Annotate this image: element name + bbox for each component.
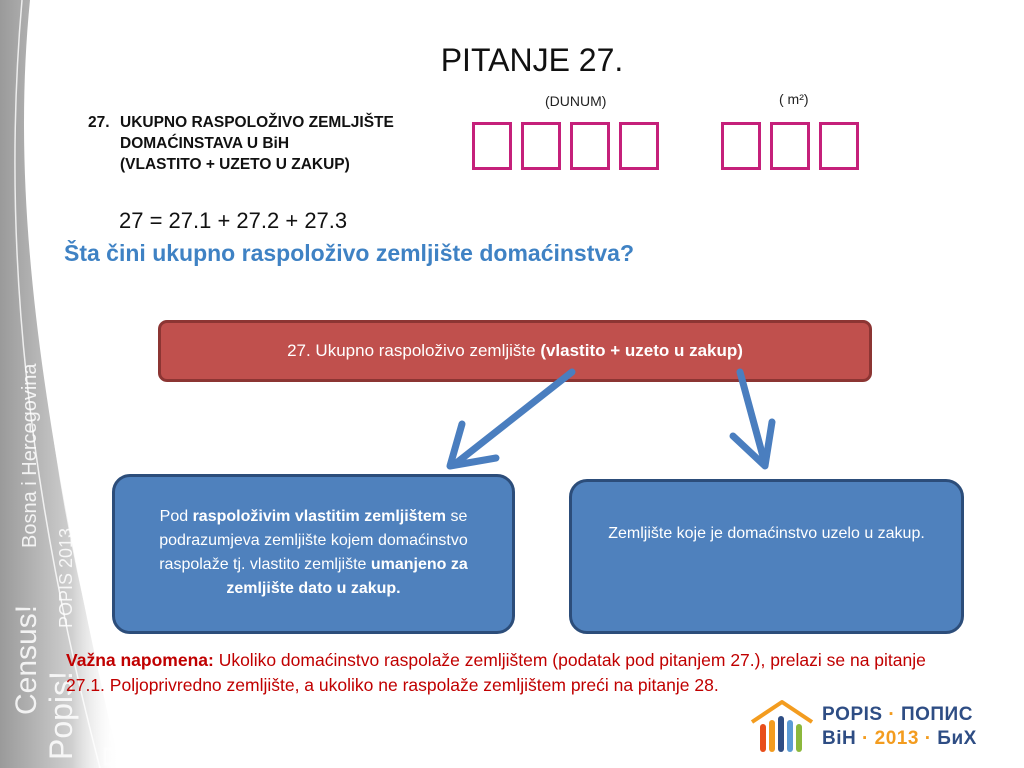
m2-boxes [721, 122, 859, 170]
note-label: Važna napomena: [66, 650, 214, 670]
arrow-left [455, 372, 572, 464]
question-heading: Šta čini ukupno raspoloživo zemljište domaćinstva? [64, 240, 635, 266]
form-line-1: UKUPNO RASPOLOŽIVO ZEMLJIŠTE [120, 114, 394, 131]
arrow-right [740, 372, 765, 464]
own-land-bold-1: raspoloživim vlastitim zemljištem [192, 508, 446, 525]
dunum-digit-box [570, 122, 610, 170]
unit-m2-label: ( m²) [779, 91, 809, 107]
m2-digit-box [721, 122, 761, 170]
slide-title: PITANJE 27. [440, 42, 624, 78]
arrow-right-head [733, 422, 772, 466]
m2-digit-box [770, 122, 810, 170]
watermark-bih: Bosna i Hercegovina [19, 363, 41, 548]
arrow-left-head [450, 424, 496, 466]
total-land-text: 27. Ukupno raspoloživo zemljište [287, 341, 541, 360]
note-text: Ukoliko domaćinstvo raspolaže zemljištem (podatak pod pitanjem 27.), prelazi se na pitanje 27.1. Poljoprivredno zemljište, a ukoliko ne raspolaže zemljištem preći na pitanje 28. [66, 650, 926, 695]
dunum-digit-box [619, 122, 659, 170]
dunum-digit-box [521, 122, 561, 170]
dunum-boxes [472, 122, 659, 170]
dunum-digit-box [472, 122, 512, 170]
watermark-popis-cyr: Попис! [97, 667, 133, 768]
own-land-text-1: Pod [159, 508, 193, 525]
watermark-popis: Popis! [43, 671, 79, 760]
house-people-icon [748, 698, 816, 756]
watermark-bih-cyr: Босна и Херцеговина [86, 431, 107, 620]
formula: 27 = 27.1 + 27.2 + 27.3 [119, 208, 348, 233]
form-line-3: (VLASTITO + UZETO U ZAKUP) [120, 156, 350, 173]
logo-line-1: POPIS · ПОПИС [822, 704, 973, 725]
m2-digit-box [819, 122, 859, 170]
watermark-census: Census! [10, 604, 43, 715]
form-line-2: DOMAĆINSTAVA U BiH [120, 135, 290, 152]
own-land-box [112, 474, 515, 634]
form-question-number: 27. [88, 114, 110, 131]
watermark-popis2013: POPIS 2013. [56, 522, 76, 628]
total-land-bold: (vlastito + uzeto u zakup) [540, 341, 743, 360]
own-land-bold-2: umanjeno za zemljište dato u zakup. [226, 556, 468, 597]
total-land-box [158, 320, 872, 382]
leased-land-text: Zemljište koje je domaćinstvo uzelo u zakup. [608, 525, 925, 542]
leased-land-box [569, 479, 964, 634]
form-question-label [88, 112, 394, 175]
important-note [66, 648, 946, 698]
logo-line-2: BiH · 2013 · БиХ [822, 728, 977, 749]
unit-dunum-label: (DUNUM) [545, 93, 607, 109]
popis-logo [748, 698, 1000, 758]
own-land-text-2: se podrazumjeva zemljište kojem domaćinstvo raspolaže tj. vlastito zemljište [159, 508, 468, 573]
